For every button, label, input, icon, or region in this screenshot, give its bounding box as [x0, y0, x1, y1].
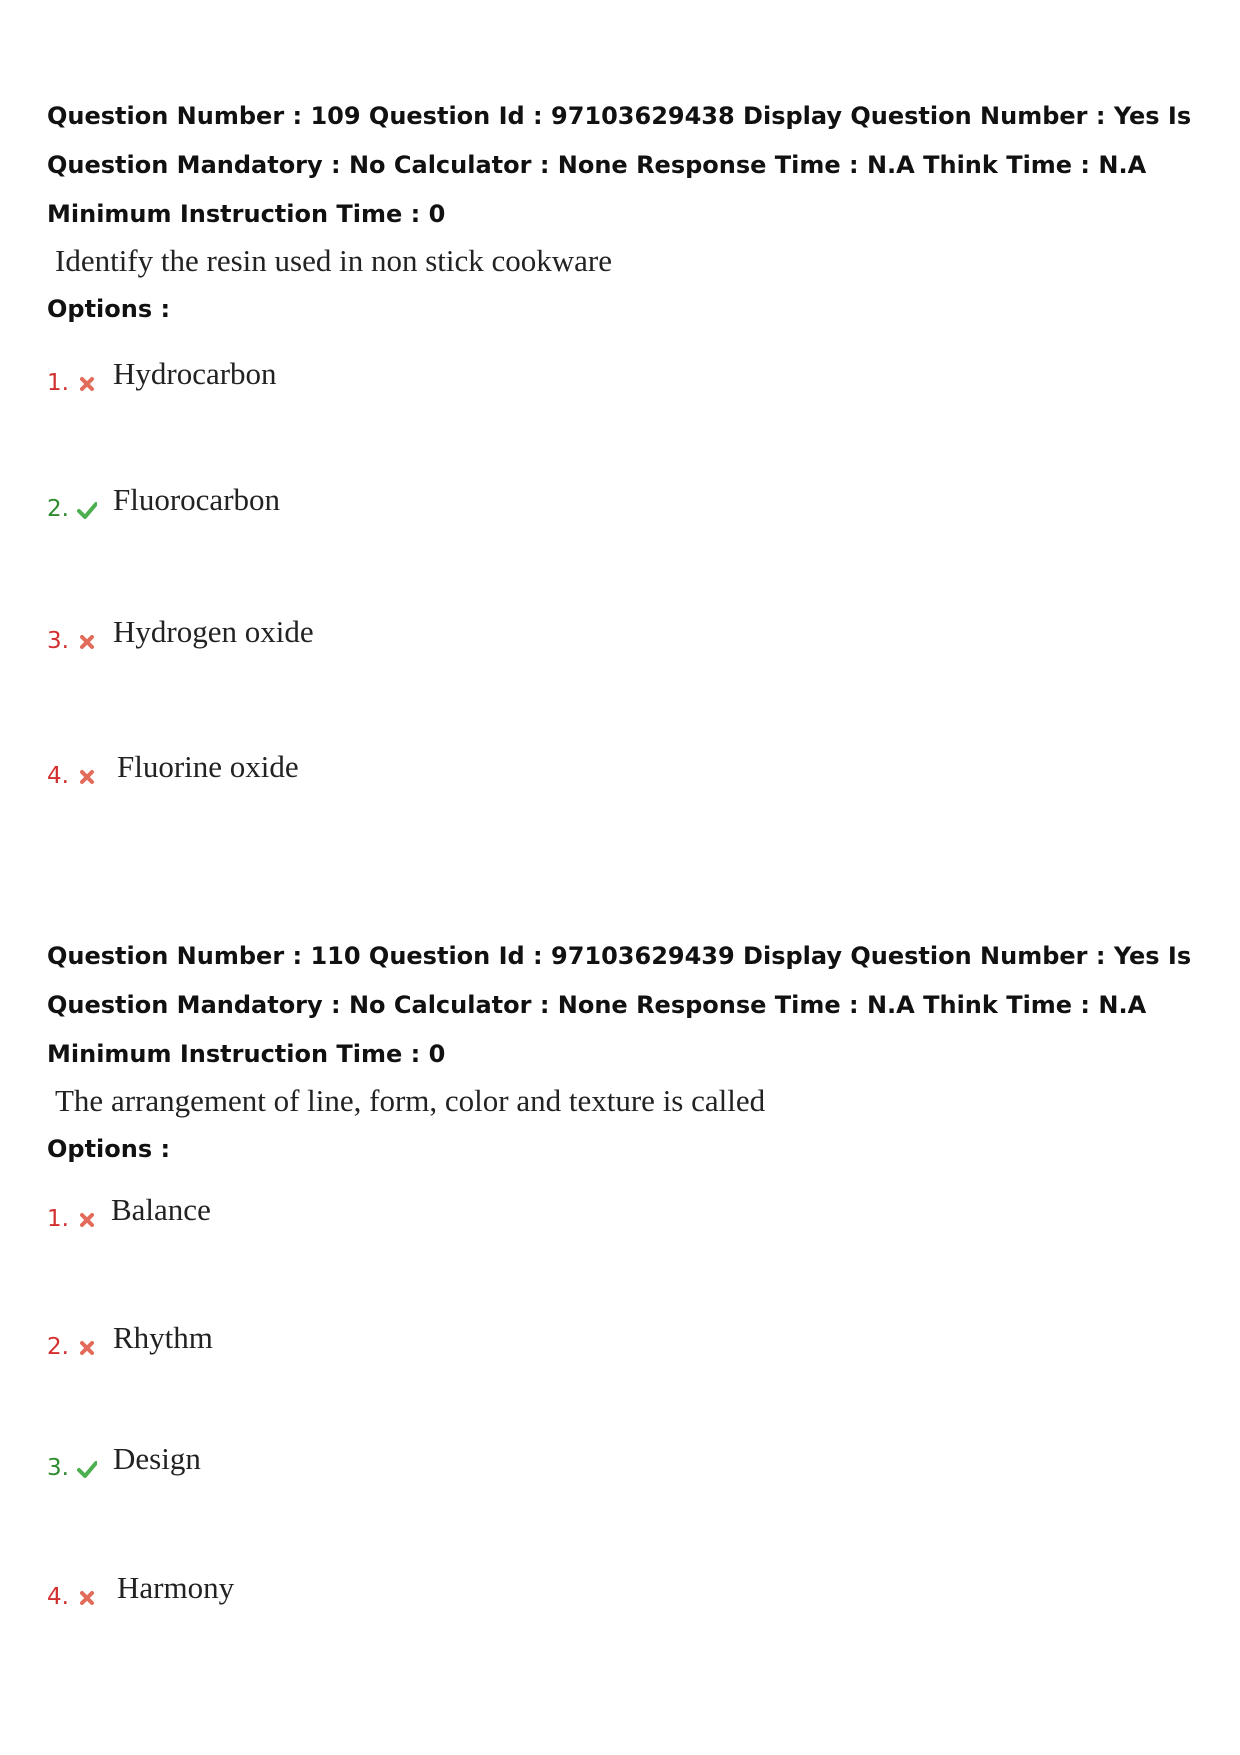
question-header: Question Number : 110 Question Id : 97103629439 Display Question Number : Yes Is Question Mandatory : No Calculator : None Response Time : N.A Think Time : N.A Minimum Instruction Time : 0 [47, 942, 1192, 1068]
cross-icon [77, 632, 97, 652]
option-number: 4. [47, 763, 69, 789]
question-block-110 [47, 932, 1207, 1672]
question-header: Question Number : 109 Question Id : 97103629438 Display Question Number : Yes Is Question Mandatory : No Calculator : None Response Time : N.A Think Time : N.A Minimum Instruction Time : 0 [47, 102, 1192, 228]
check-icon [77, 1459, 97, 1479]
option-number: 1. [47, 370, 69, 396]
option-text: Fluorine oxide [117, 749, 299, 784]
check-icon [77, 500, 97, 520]
option-number: 1. [47, 1206, 69, 1232]
cross-icon [77, 1210, 97, 1230]
option-text: Hydrogen oxide [113, 614, 314, 649]
option-text: Harmony [117, 1570, 235, 1605]
option-text: Rhythm [113, 1320, 213, 1355]
option-number: 3. [47, 1455, 69, 1481]
options-label: Options : [47, 295, 171, 323]
option-text: Balance [111, 1192, 211, 1227]
cross-icon [77, 767, 97, 787]
question-text: The arrangement of line, form, color and texture is called [55, 1083, 766, 1118]
option-number: 3. [47, 628, 69, 654]
option-number: 2. [47, 1334, 69, 1360]
options-label: Options : [47, 1135, 171, 1163]
cross-icon [77, 374, 97, 394]
option-number: 2. [47, 496, 69, 522]
cross-icon [77, 1338, 97, 1358]
option-text: Hydrocarbon [113, 356, 277, 391]
option-text: Design [113, 1441, 201, 1476]
question-block-109 [47, 92, 1207, 832]
option-number: 4. [47, 1584, 69, 1610]
question-text: Identify the resin used in non stick cookware [55, 243, 612, 278]
option-text: Fluorocarbon [113, 482, 281, 517]
cross-icon [77, 1588, 97, 1608]
